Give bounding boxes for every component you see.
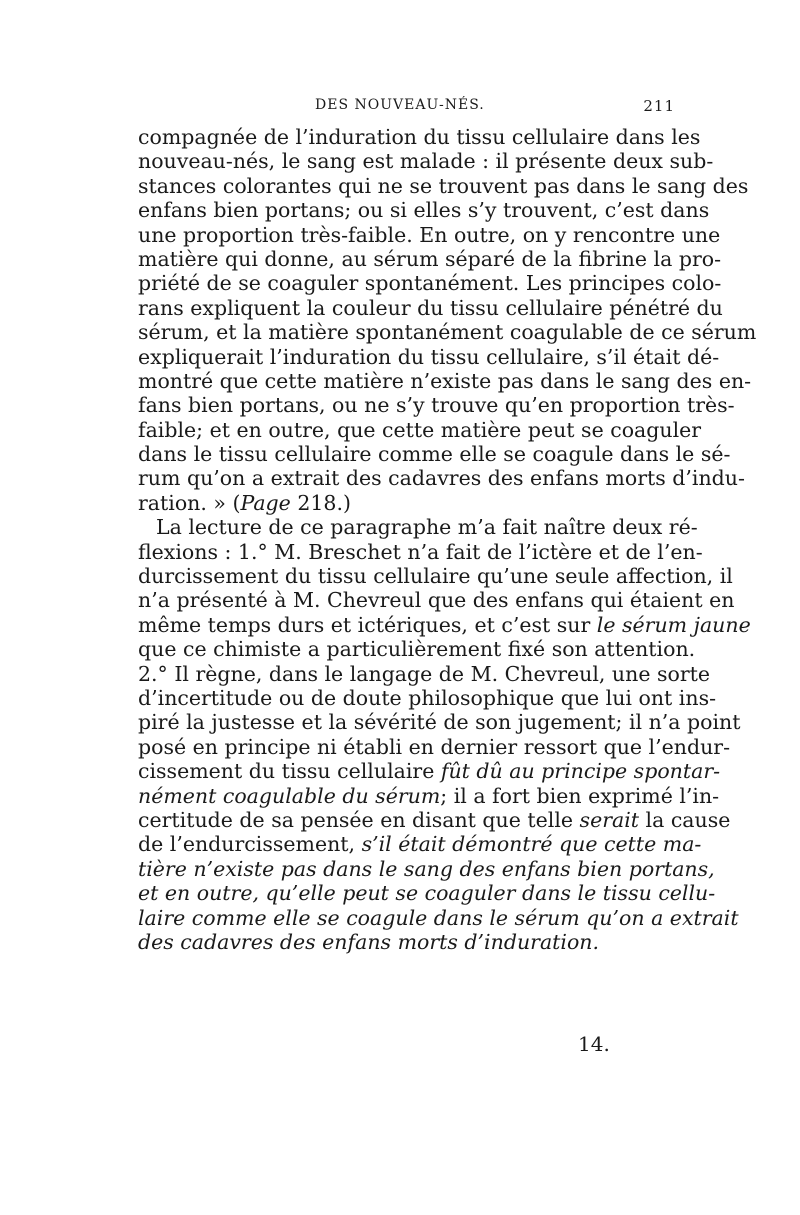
text-line: dans le tissu cellulaire comme elle se coagule dans le sé- bbox=[138, 442, 731, 467]
italic-text: nément coagulable du sérum bbox=[138, 783, 441, 808]
text-line: expliquerait l’induration du tissu cellulaire, s’il était dé- bbox=[138, 344, 720, 369]
text-line: une proportion très-faible. En outre, on y rencontre une bbox=[138, 222, 721, 247]
text-line: même temps durs et ictériques, et c’est sur le sérum jaune bbox=[138, 612, 751, 637]
body-text bbox=[138, 125, 757, 954]
running-header bbox=[120, 97, 675, 127]
italic-text: s’il était démontré que cette ma- bbox=[361, 832, 702, 857]
text-line: stances colorantes qui ne se trouvent pas dans le sang des bbox=[138, 173, 749, 198]
text-line: que ce chimiste a particulièrement fixé son attention. bbox=[138, 637, 696, 662]
text-line: laire comme elle se coagule dans le sérum qu’on a extrait bbox=[138, 905, 739, 930]
text-line: faible; et en outre, que cette matière peut se coaguler bbox=[138, 417, 702, 442]
text-line: priété de se coaguler spontanément. Les principes colo- bbox=[138, 271, 722, 296]
text-line: montré que cette matière n’existe pas dans le sang des en- bbox=[138, 368, 752, 393]
text-line: enfans bien portans; ou si elles s’y trouvent, c’est dans bbox=[138, 198, 710, 223]
text-line: nément coagulable du sérum; il a fort bien exprimé l’in- bbox=[138, 783, 720, 808]
text-line: nouveau-nés, le sang est malade : il présente deux sub- bbox=[138, 149, 714, 174]
text-line: n’a présenté à M. Chevreul que des enfans qui étaient en bbox=[138, 588, 735, 613]
text-line: matière qui donne, au sérum séparé de la fibrine la pro- bbox=[138, 246, 722, 271]
text-line: piré la justesse et la sévérité de son jugement; il n’a point bbox=[138, 710, 741, 735]
signature-mark: 14. bbox=[578, 1032, 610, 1056]
italic-text: fût dû au principe spontar- bbox=[440, 759, 721, 784]
text-line: d’incertitude ou de doute philosophique que lui ont ins- bbox=[138, 685, 717, 710]
italic-text: Page bbox=[240, 490, 291, 515]
running-title: DES NOUVEAU-NÉS. bbox=[315, 97, 485, 113]
text-line: posé en principe ni établi en dernier ressort que l’endur- bbox=[138, 734, 731, 759]
text-line: flexions : 1.° M. Breschet n’a fait de l’ictère et de l’en- bbox=[138, 539, 703, 564]
text-line: de l’endurcissement, s’il était démontré que cette ma- bbox=[138, 832, 702, 857]
text-line: durcissement du tissu cellulaire qu’une seule affection, il bbox=[138, 564, 733, 589]
text-line: cissement du tissu cellulaire fût dû au principe spontar- bbox=[138, 759, 721, 784]
text-line: rans expliquent la couleur du tissu cellulaire pénétré du bbox=[138, 295, 723, 320]
text-line: des cadavres des enfans morts d’induration. bbox=[138, 929, 600, 954]
italic-text: le sérum jaune bbox=[596, 612, 751, 637]
text-line: et en outre, qu’elle peut se coaguler dans le tissu cellu- bbox=[138, 881, 716, 906]
text-line: rum qu’on a extrait des cadavres des enfans morts d’indu- bbox=[138, 466, 745, 491]
page-number: 211 bbox=[643, 97, 675, 115]
text-line: tière n’existe pas dans le sang des enfans bien portans, bbox=[138, 856, 715, 881]
text-line: sérum, et la matière spontanément coagulable de ce sérum bbox=[138, 320, 757, 345]
text-line: 2.° Il règne, dans le langage de M. Chevreul, une sorte bbox=[138, 661, 711, 686]
text-line: compagnée de l’induration du tissu cellulaire dans les bbox=[138, 125, 701, 149]
text-line: certitude de sa pensée en disant que telle serait la cause bbox=[138, 807, 731, 832]
text-line: fans bien portans, ou ne s’y trouve qu’en proportion très- bbox=[138, 393, 735, 418]
text-line: ration. » (Page 218.) bbox=[138, 490, 351, 515]
text-line: La lecture de ce paragraphe m’a fait naître deux ré- bbox=[156, 515, 698, 540]
italic-text: serait bbox=[579, 807, 640, 832]
